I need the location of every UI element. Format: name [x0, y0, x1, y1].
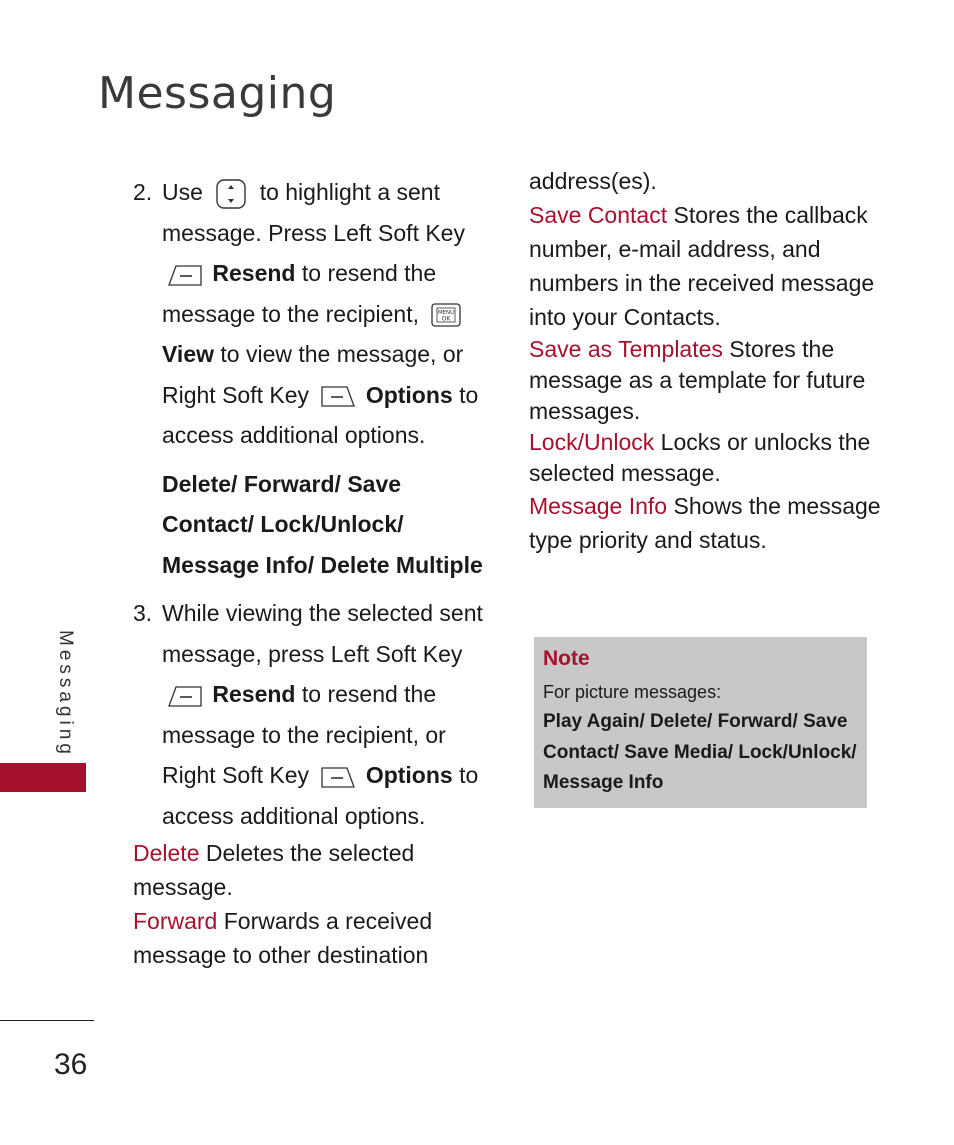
page-title: Messaging — [98, 68, 337, 119]
definition-text: Stores the callback number, e-mail address, and numbers in the received message into your Contacts. — [529, 202, 875, 330]
section-side-label: Messaging — [55, 630, 76, 758]
definition-text: Deletes the selected message. — [133, 840, 415, 900]
definition-forward-continued — [529, 164, 889, 198]
definition-text: Forwards a received message to other destination — [133, 908, 433, 968]
definition-message-info — [529, 489, 889, 557]
svg-text:OK: OK — [442, 315, 451, 323]
definition-term: Save as Templates — [529, 336, 723, 362]
page-number: 36 — [54, 1048, 88, 1081]
step-text: Use — [162, 179, 203, 205]
definition-term: Lock/Unlock — [529, 429, 655, 455]
nav-key-icon — [215, 179, 247, 209]
note-box — [534, 637, 867, 808]
definition-lock-unlock — [529, 427, 889, 489]
definition-text: Locks or unlocks the selected message. — [529, 429, 871, 486]
resend-label: Resend — [212, 260, 296, 286]
footer-divider — [0, 1020, 94, 1021]
right-soft-key-icon — [321, 766, 353, 788]
step-3 — [133, 593, 483, 836]
note-lead: For picture messages: — [543, 682, 722, 702]
right-column — [529, 164, 889, 557]
options-list: Delete/ Forward/ Save Contact/ Lock/Unlock/ Message Info/ Delete Multiple — [162, 470, 483, 578]
definition-term: Message Info — [529, 493, 668, 519]
view-label: View — [162, 341, 214, 367]
step-number: 2. — [133, 179, 153, 205]
step-text: to resend the message to the recipient, — [162, 260, 437, 327]
step-2 — [133, 172, 483, 456]
step-text: to highlight a sent message. Press Left Soft Key — [162, 179, 465, 246]
left-soft-key-icon — [168, 685, 200, 707]
options-label: Options — [365, 762, 453, 788]
definition-delete — [133, 836, 483, 904]
definition-save-as-templates — [529, 334, 889, 427]
options-label: Options — [365, 381, 453, 408]
menu-ok-key-icon — [431, 303, 461, 327]
definition-text: address(es). — [529, 168, 657, 194]
step-number: 3. — [133, 600, 153, 626]
definition-term: Delete — [133, 840, 200, 866]
definition-forward — [133, 904, 483, 972]
step-text: to access additional options. — [162, 762, 479, 829]
definition-text: Stores the message as a template for future messages. — [529, 336, 866, 424]
resend-label: Resend — [212, 681, 296, 707]
step-text: to resend the message to the recipient, or Right Soft Key — [162, 681, 446, 788]
definition-term: Save Contact — [529, 202, 668, 228]
step-text: While viewing the selected sent message, press Left Soft Key — [162, 600, 483, 667]
section-tab-marker — [0, 763, 86, 792]
left-soft-key-icon — [168, 264, 200, 286]
definition-term: Forward — [133, 908, 218, 934]
left-column — [133, 172, 483, 972]
definition-save-contact — [529, 198, 889, 334]
note-title: Note — [543, 647, 590, 670]
svg-text:MENU: MENU — [438, 310, 455, 317]
note-body: Play Again/ Delete/ Forward/ Save Contact/ Save Media/ Lock/Unlock/ Message Info — [543, 711, 857, 793]
definition-text: Shows the message type priority and status. — [529, 493, 881, 553]
right-soft-key-icon — [321, 385, 353, 407]
step-text: to access additional options. — [162, 381, 479, 448]
step-text: to view the message, or Right Soft Key — [162, 341, 464, 408]
